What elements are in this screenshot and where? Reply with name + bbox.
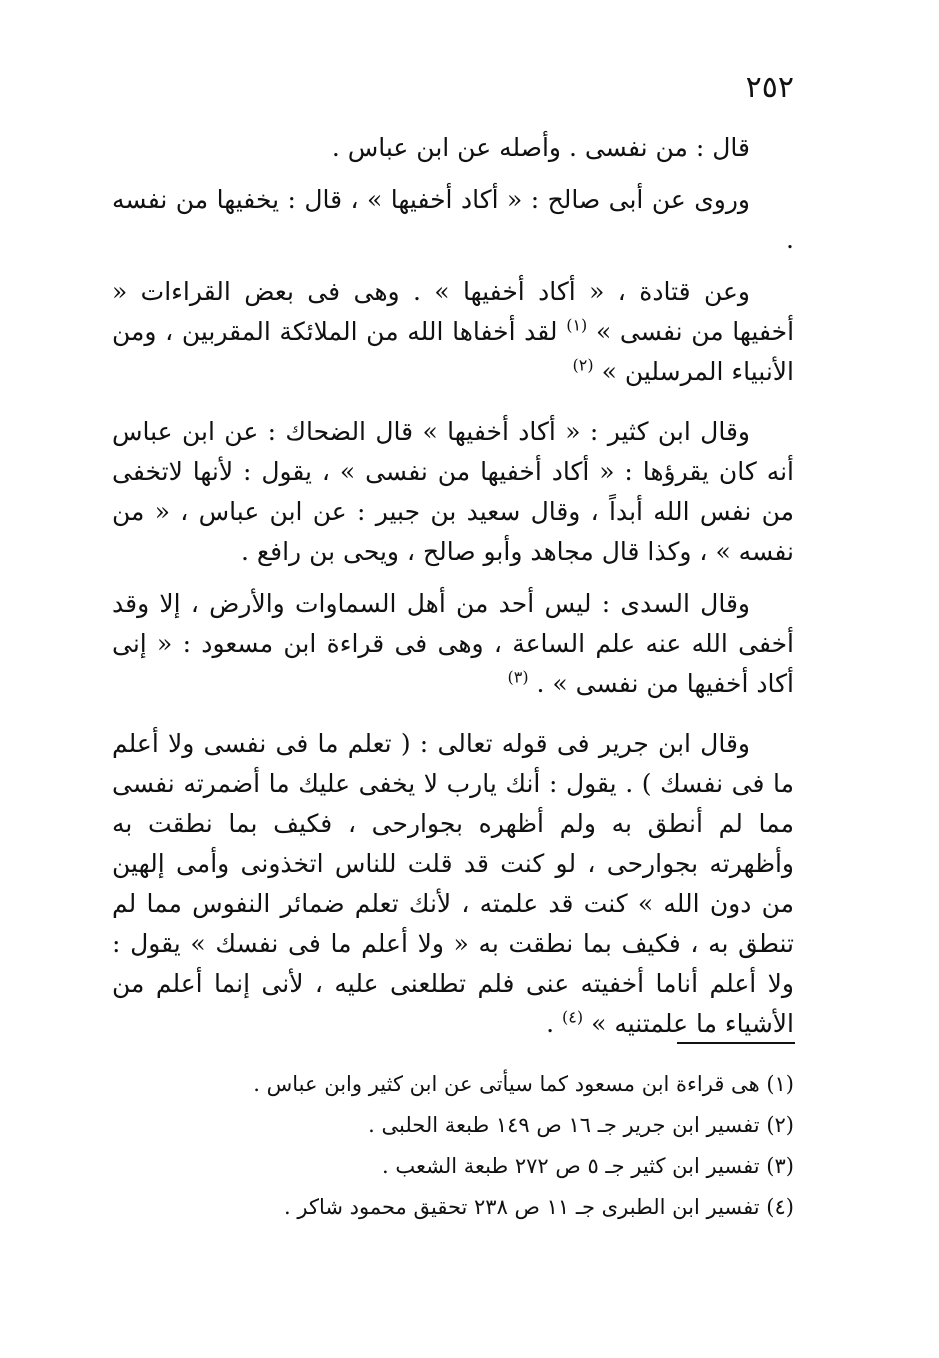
footnote-divider	[677, 1042, 795, 1044]
paragraph-5	[112, 584, 794, 704]
paragraph-text: وقال السدى : ليس أحد من أهل السماوات والأرض ، إلا وقد أخفى الله عنه علم الساعة ، وهى فى قراءة ابن مسعود : « إنى أكاد أخفيها من نفسى » .	[112, 589, 794, 698]
footnote-ref: (١)	[566, 315, 588, 335]
footnotes	[140, 1064, 794, 1228]
paragraph-text: .	[546, 1009, 555, 1038]
body-text	[112, 128, 794, 1056]
paragraph-3	[112, 272, 794, 392]
footnote-ref: (٣)	[507, 667, 529, 687]
page-number: ٢٥٢	[745, 70, 794, 105]
paragraph-text: وقال ابن جرير فى قوله تعالى : ( تعلم ما فى نفسى ولا أعلم ما فى نفسك ) . يقول : أنك يارب لا يخفى عليك ما أضمرته نفسى مما لم أنطق به ولم أظهره بجوارحى ، فكيف بما نطقت به وأظهرته بجوارحى ، لو كنت قد قلت للناس اتخذونى وأمى إلهين من دون الله » كنت قد علمته ، لأنك تعلم ضمائر النفوس مما لم تنطق به ، فكيف بما نطقت به « ولا أعلم ما فى نفسك » يقول : ولا أعلم أناما أخفيته عنى فلم تطلعنى عليه ، لأنى إنما أعلم من الأشياء ما علمتنيه »	[112, 729, 794, 1038]
paragraph-6	[112, 724, 794, 1044]
paragraph-2	[112, 180, 794, 260]
paragraph-text: وروى عن أبى صالح : « أكاد أخفيها » ، قال : يخفيها من نفسه .	[112, 185, 794, 254]
paragraph-text: وعن قتادة ، « أكاد أخفيها » . وهى فى بعض القراءات « أخفيها من نفسى »	[112, 277, 795, 346]
paragraph-text: لقد أخفاها الله من الملائكة المقربين ، ومن الأنبياء المرسلين »	[112, 317, 794, 386]
footnote-ref: (٤)	[562, 1007, 584, 1027]
footnote-2: (٢) تفسير ابن جرير جـ ١٦ ص ١٤٩ طبعة الحلبى .	[368, 1113, 794, 1137]
footnote-ref: (٢)	[572, 355, 594, 375]
paragraph-text: قال : من نفسى . وأصله عن ابن عباس .	[331, 133, 750, 162]
footnote-4: (٤) تفسير ابن الطبرى جـ ١١ ص ٢٣٨ تحقيق محمود شاكر .	[284, 1195, 794, 1219]
paragraph-text: وقال ابن كثير : « أكاد أخفيها » قال الضحاك : عن ابن عباس أنه كان يقرؤها : « أكاد أخفيها من نفسى » ، يقول : لأنها لاتخفى من نفس الله أبداً ، وقال سعيد بن جبير : عن ابن عباس ، « من نفسه » ، وكذا قال مجاهد وأبو صالح ، ويحى بن رافع .	[112, 417, 795, 566]
footnote-3: (٣) تفسير ابن كثير جـ ٥ ص ٢٧٢ طبعة الشعب .	[382, 1154, 794, 1178]
footnote-1: (١) هى قراءة ابن مسعود كما سيأتى عن ابن كثير وابن عباس .	[253, 1072, 794, 1096]
paragraph-4	[112, 412, 794, 572]
paragraph-1	[112, 128, 794, 168]
